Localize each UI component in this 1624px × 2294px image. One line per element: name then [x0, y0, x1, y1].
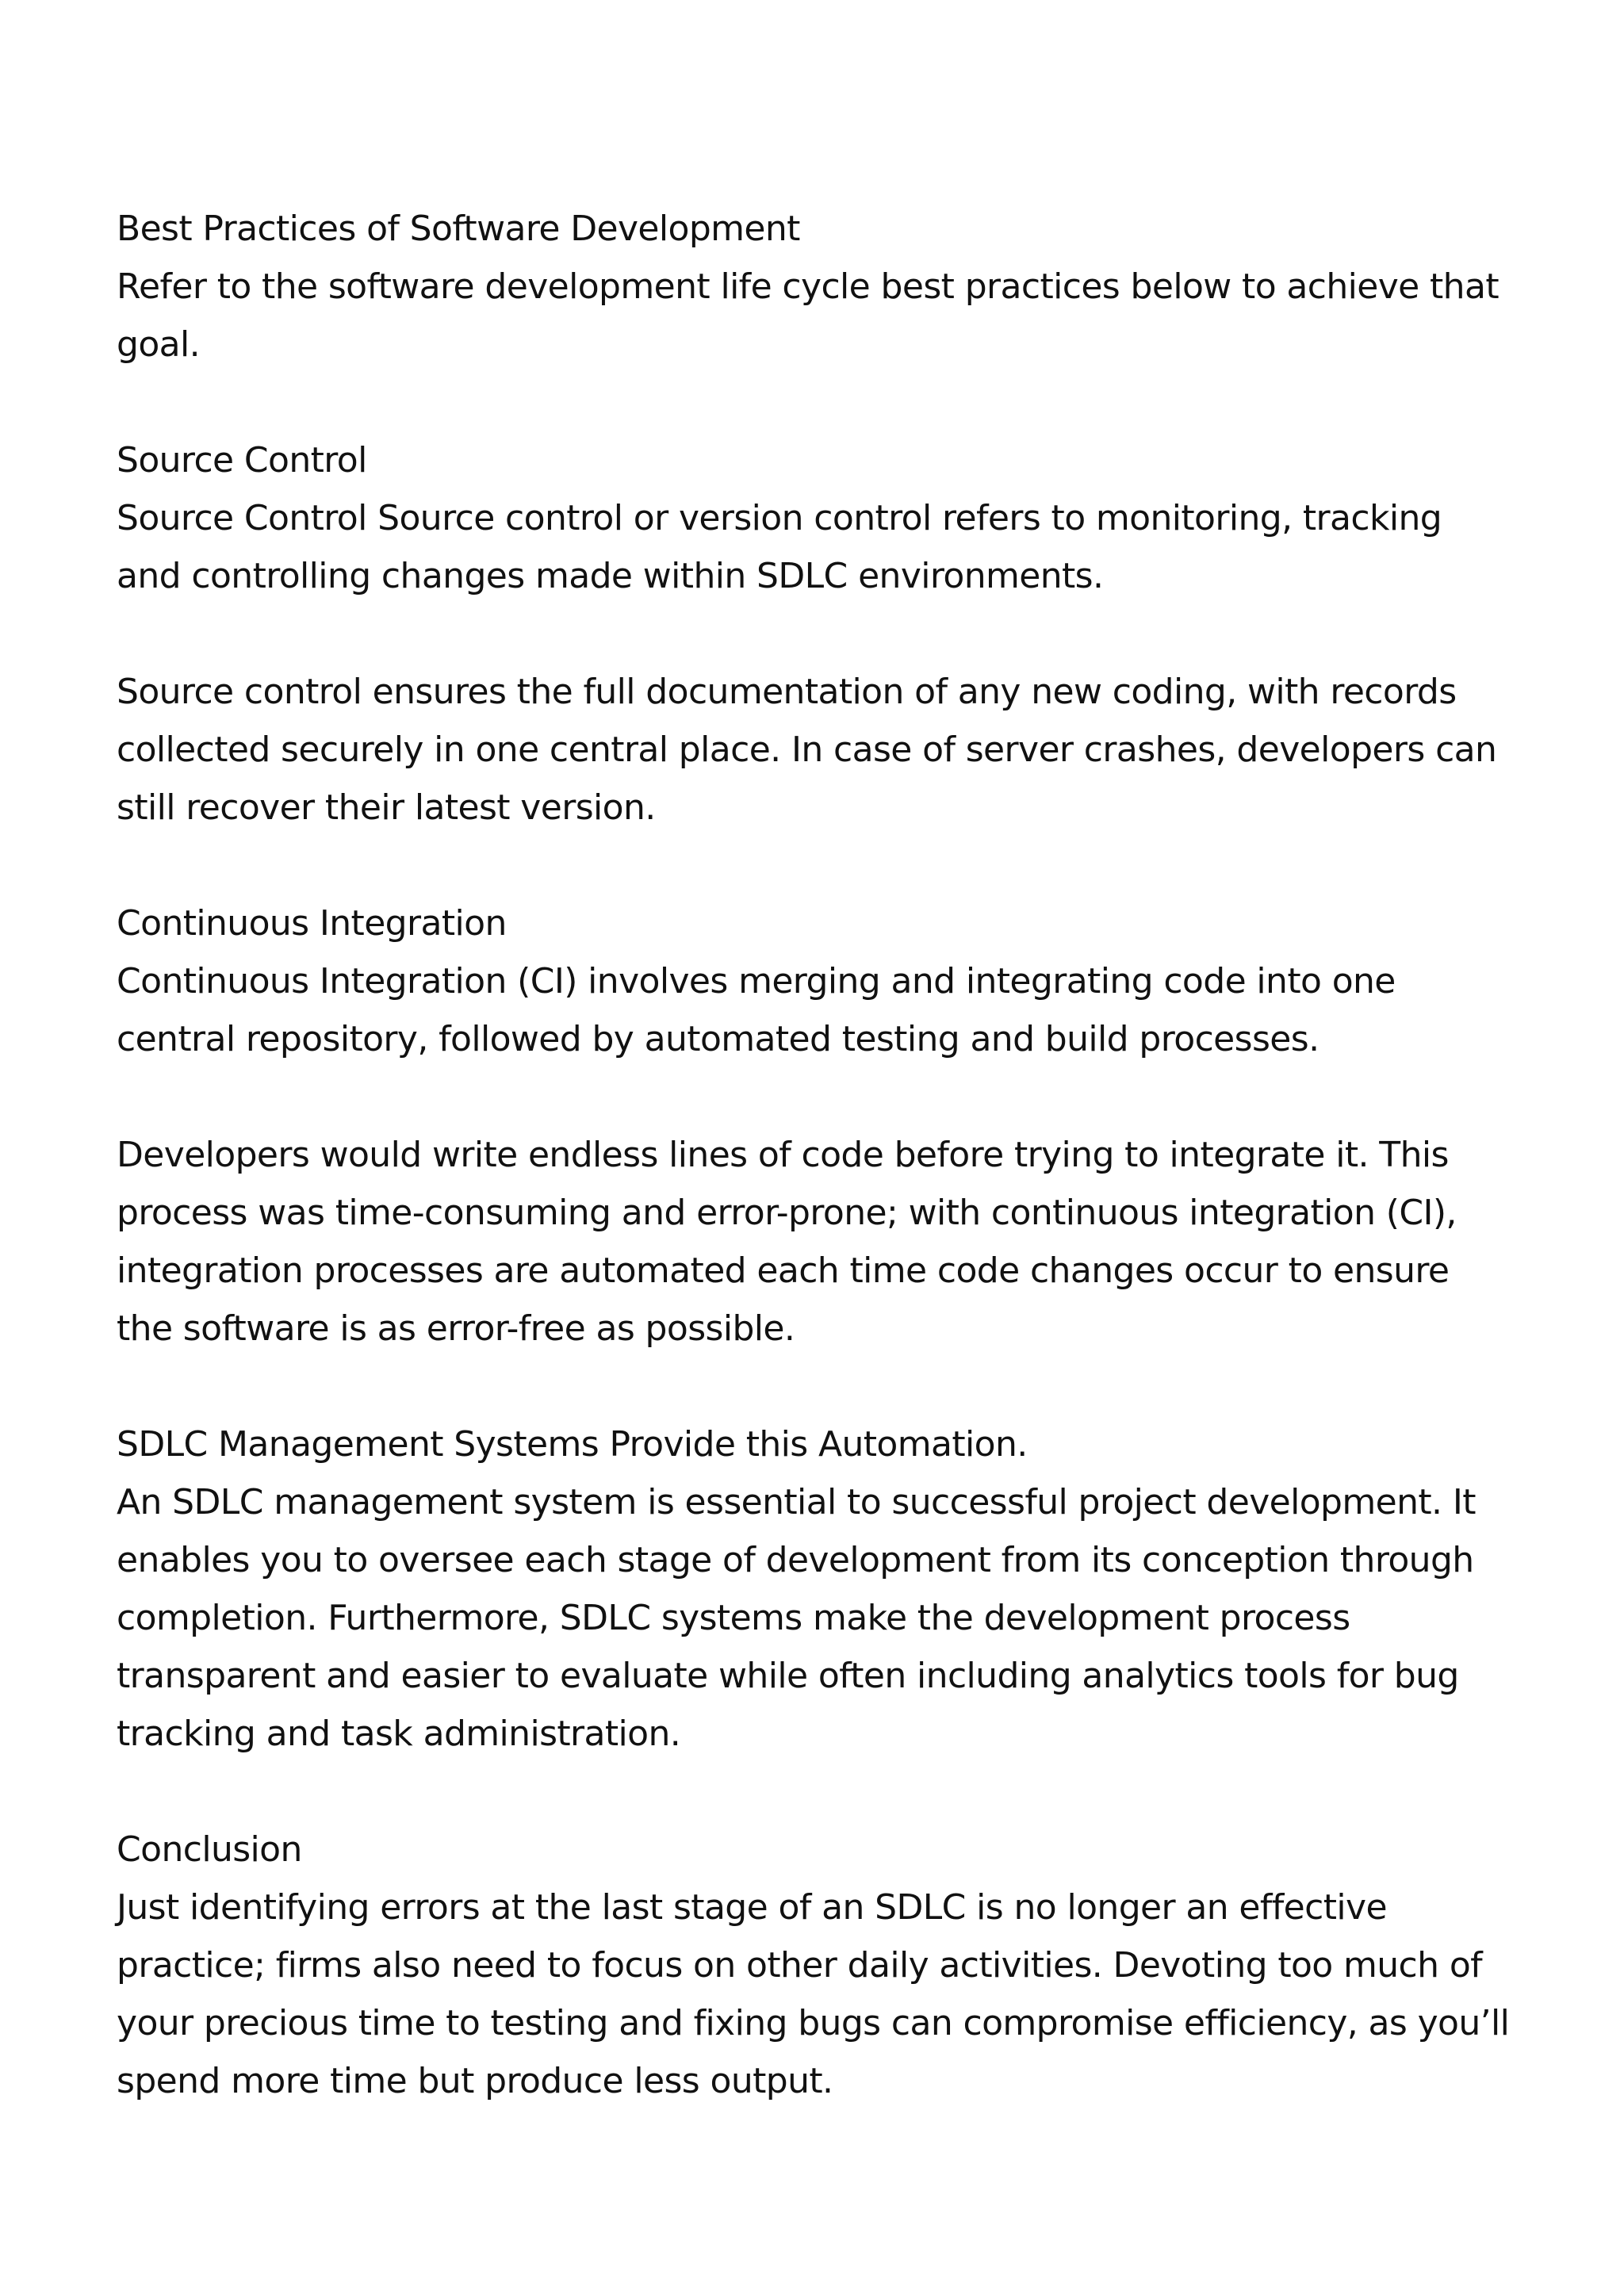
sdlc-management-paragraph: An SDLC management system is essential to successful project development. It enables you to oversee each stage of development from its conception through completion. Furthermore, SDLC systems make the development process transparent and easier to evaluate while often including analytics tools for bug tracking and task administration. — [117, 1482, 1476, 1754]
source-control-paragraph-1: Source Control Source control or version control refers to monitoring, tracking and controlling changes made within SDLC environments. — [117, 498, 1442, 596]
conclusion-paragraph: Just identifying errors at the last stage of an SDLC is no longer an effective practice; firms also need to focus on other daily activities. Devoting too much of your precious time to testing and fixing bugs can compromise efficiency, as you’ll spend more time but produce less output. — [117, 1887, 1510, 2101]
section-continuous-integration — [117, 894, 1512, 1358]
section-source-control — [117, 431, 1512, 837]
continuous-integration-paragraph-1: Continuous Integration (CI) involves merging and integrating code into one central repository, followed by automated testing and build processes. — [117, 961, 1396, 1059]
intro-paragraph: Refer to the software development life cycle best practices below to achieve that goal. — [117, 266, 1499, 365]
document-page — [117, 200, 1512, 2168]
continuous-integration-paragraph-2: Developers would write endless lines of code before trying to integrate it. This process was time-consuming and error-prone; with continuous integration (CI), integration processes are automated each time code changes occur to ensure the software is as error-free as possible. — [117, 1135, 1457, 1349]
section-conclusion — [117, 1821, 1512, 2110]
section-sdlc-management — [117, 1415, 1512, 1763]
document-title: Best Practices of Software Development — [117, 209, 800, 249]
source-control-paragraph-2: Source control ensures the full documentation of any new coding, with records collected securely in one central place. In case of server crashes, developers can still recover their latest version. — [117, 672, 1497, 828]
section-heading-conclusion: Conclusion — [117, 1829, 302, 1870]
section-heading-sdlc-management: SDLC Management Systems Provide this Automation. — [117, 1424, 1028, 1465]
section-heading-source-control: Source Control — [117, 440, 367, 481]
section-heading-continuous-integration: Continuous Integration — [117, 903, 507, 944]
section-best-practices — [117, 200, 1512, 373]
